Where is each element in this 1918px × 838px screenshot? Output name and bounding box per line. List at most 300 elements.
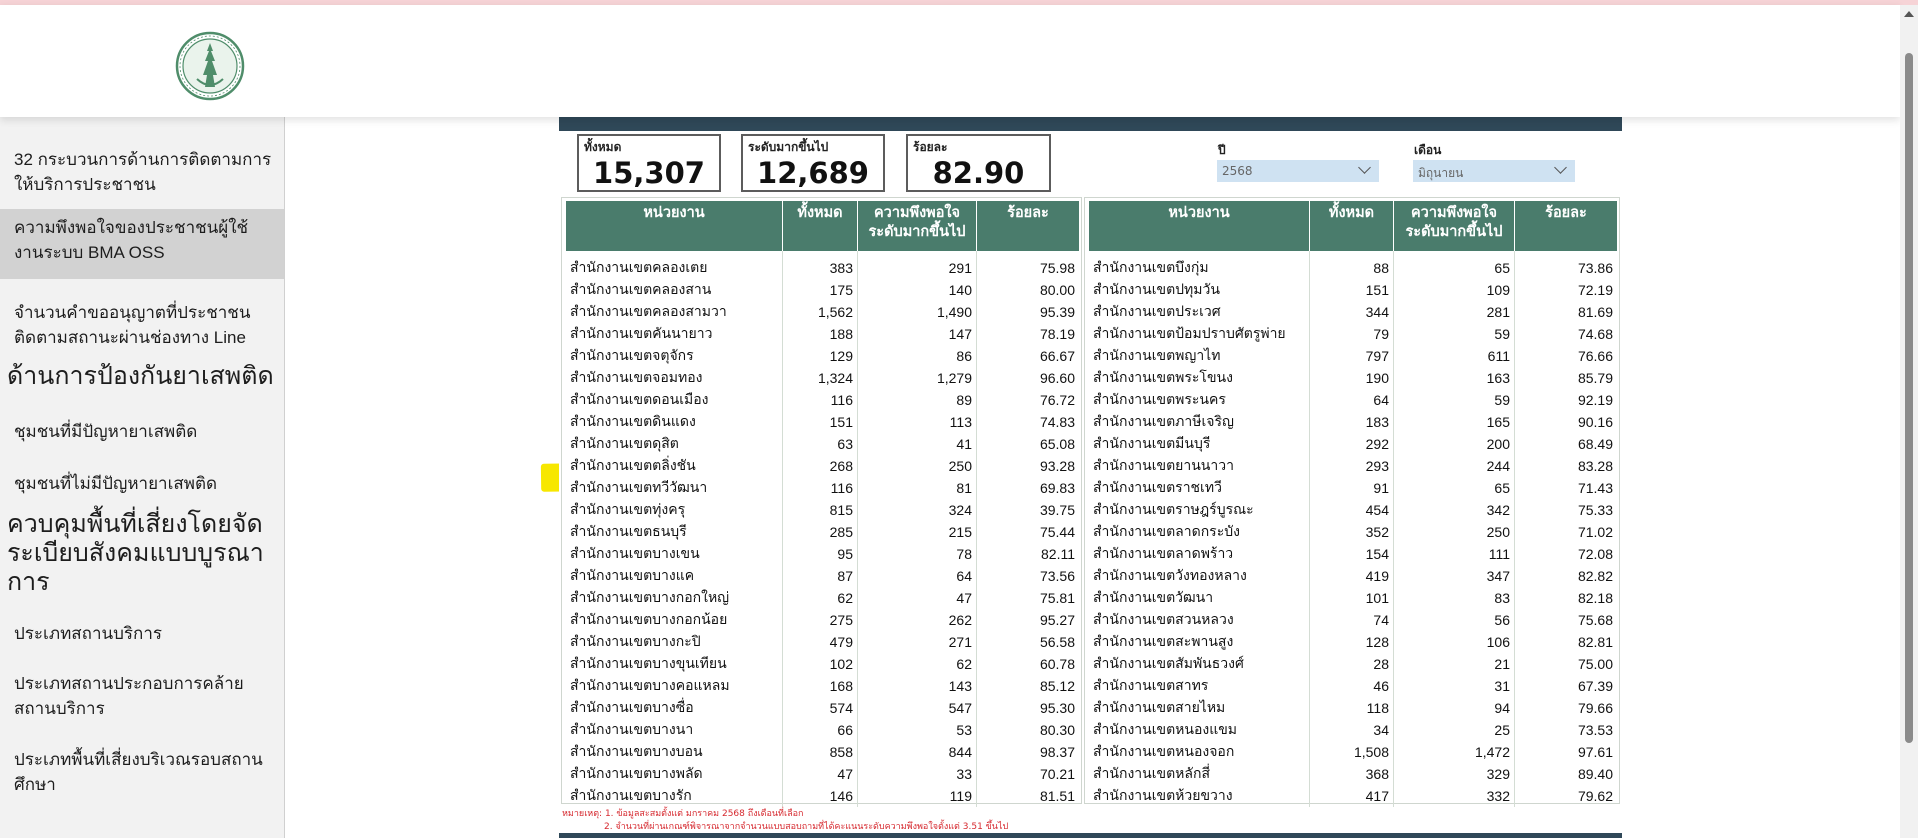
column-header-total[interactable]: ทั้งหมด bbox=[1310, 201, 1394, 251]
card-percent-value: 82.90 bbox=[932, 156, 1025, 190]
cell-satisfied: 65 bbox=[1394, 257, 1515, 279]
cell-percent: 85.79 bbox=[1577, 370, 1613, 386]
table-row[interactable] bbox=[1089, 697, 1617, 719]
cell-total: 479 bbox=[783, 631, 858, 653]
cell-percent: 71.02 bbox=[1577, 524, 1613, 540]
sidebar-item-oss-satisfaction[interactable] bbox=[0, 209, 284, 279]
cell-satisfied: 47 bbox=[858, 587, 977, 609]
cell-percent: 75.68 bbox=[1577, 612, 1613, 628]
sidebar-section-risk-areas: ควบคุมพื้นที่เสี่ยงโดยจัดระเบียบสังคมแบบบูรณาการ bbox=[7, 510, 264, 596]
cell-percent: 81.51 bbox=[1039, 788, 1075, 804]
cell-percent: 74.68 bbox=[1577, 326, 1613, 342]
cell-unit: สำนักงานเขตบางกอกน้อย bbox=[566, 609, 783, 631]
cell-satisfied: 262 bbox=[858, 609, 977, 631]
cell-unit: สำนักงานเขตบางขุนเทียน bbox=[566, 653, 783, 675]
cell-percent: 79.66 bbox=[1577, 700, 1613, 716]
cell-unit: สำนักงานเขตบึงกุ่ม bbox=[1089, 257, 1310, 279]
column-header-unit[interactable]: หน่วยงาน bbox=[566, 201, 783, 251]
cell-satisfied: 329 bbox=[1394, 763, 1515, 785]
report-bottom-bar bbox=[559, 833, 1622, 838]
cell-percent: 76.66 bbox=[1577, 348, 1613, 364]
cell-total: 102 bbox=[783, 653, 858, 675]
cell-unit: สำนักงานเขตหนองแขม bbox=[1089, 719, 1310, 741]
cell-percent: 96.60 bbox=[1039, 370, 1075, 386]
chevron-down-icon bbox=[1554, 161, 1567, 174]
cell-satisfied: 65 bbox=[1394, 477, 1515, 499]
cell-unit: สำนักงานเขตบางซื่อ bbox=[566, 697, 783, 719]
cell-percent: 65.08 bbox=[1039, 436, 1075, 452]
year-dropdown[interactable] bbox=[1217, 160, 1379, 182]
table-row[interactable] bbox=[1089, 675, 1617, 697]
cell-satisfied: 113 bbox=[858, 411, 977, 433]
cell-unit: สำนักงานเขตดินแดง bbox=[566, 411, 783, 433]
sidebar-item-label: 32 กระบวนการด้านการติดตามการให้บริการประชาชน bbox=[14, 150, 272, 194]
sidebar-item-service-venues[interactable] bbox=[0, 621, 284, 646]
cell-percent: 95.27 bbox=[1039, 612, 1075, 628]
cell-unit: สำนักงานเขตราษฎร์บูรณะ bbox=[1089, 499, 1310, 521]
cell-satisfied: 342 bbox=[1394, 499, 1515, 521]
table-row[interactable] bbox=[566, 763, 1079, 785]
column-header-unit[interactable]: หน่วยงาน bbox=[1089, 201, 1310, 251]
card-percent bbox=[906, 134, 1051, 192]
cell-total: 116 bbox=[783, 389, 858, 411]
left-district-table bbox=[566, 201, 1079, 807]
table-row[interactable] bbox=[566, 301, 1079, 323]
cell-satisfied: 291 bbox=[858, 257, 977, 279]
cell-percent: 39.75 bbox=[1039, 502, 1075, 518]
table-row[interactable] bbox=[566, 323, 1079, 345]
sidebar-item-drug-communities[interactable] bbox=[0, 419, 284, 444]
cell-percent: 68.49 bbox=[1577, 436, 1613, 452]
card-high-label: ระดับมากขึ้นไป bbox=[748, 140, 829, 154]
column-header-satisfied[interactable]: ความพึงพอใจระดับมากขึ้นไป bbox=[858, 201, 977, 251]
table-row[interactable] bbox=[1089, 719, 1617, 741]
cell-total: 116 bbox=[783, 477, 858, 499]
cell-unit: สำนักงานเขตบางกะปิ bbox=[566, 631, 783, 653]
table-row[interactable] bbox=[566, 455, 1079, 477]
table-row[interactable] bbox=[1089, 653, 1617, 675]
table-row[interactable] bbox=[1089, 521, 1617, 543]
sidebar-item-label: ประเภทสถานบริการ bbox=[14, 624, 163, 643]
cell-satisfied: 147 bbox=[858, 323, 977, 345]
cell-percent: 69.83 bbox=[1039, 480, 1075, 496]
cell-total: 858 bbox=[783, 741, 858, 763]
cell-total: 190 bbox=[1310, 367, 1394, 389]
cell-unit: สำนักงานเขตบางบอน bbox=[566, 741, 783, 763]
cell-unit: สำนักงานเขตดุสิต bbox=[566, 433, 783, 455]
cell-satisfied: 64 bbox=[858, 565, 977, 587]
sidebar-section-drug-prevention: ด้านการป้องกันยาเสพติด bbox=[7, 362, 274, 390]
cell-percent: 73.53 bbox=[1577, 722, 1613, 738]
cell-total: 91 bbox=[1310, 477, 1394, 499]
cell-total: 47 bbox=[783, 763, 858, 785]
cell-total: 574 bbox=[783, 697, 858, 719]
cell-total: 175 bbox=[783, 279, 858, 301]
cell-total: 128 bbox=[1310, 631, 1394, 653]
column-header-percent[interactable]: ร้อยละ bbox=[977, 201, 1079, 251]
cell-total: 275 bbox=[783, 609, 858, 631]
cell-unit: สำนักงานเขตบางแค bbox=[566, 565, 783, 587]
cell-total: 344 bbox=[1310, 301, 1394, 323]
cell-satisfied: 165 bbox=[1394, 411, 1515, 433]
cell-unit: สำนักงานเขตห้วยขวาง bbox=[1089, 785, 1310, 807]
table-row[interactable] bbox=[1089, 785, 1617, 807]
table-row[interactable] bbox=[566, 719, 1079, 741]
cell-percent: 67.39 bbox=[1577, 678, 1613, 694]
cell-unit: สำนักงานเขตจตุจักร bbox=[566, 345, 783, 367]
cell-total: 129 bbox=[783, 345, 858, 367]
cell-unit: สำนักงานเขตทุ่งครุ bbox=[566, 499, 783, 521]
cell-total: 88 bbox=[1310, 257, 1394, 279]
column-header-satisfied[interactable]: ความพึงพอใจระดับมากขึ้นไป bbox=[1394, 201, 1515, 251]
cell-unit: สำนักงานเขตบางพลัด bbox=[566, 763, 783, 785]
cell-satisfied: 143 bbox=[858, 675, 977, 697]
sidebar bbox=[0, 117, 285, 838]
month-dropdown[interactable] bbox=[1413, 160, 1575, 182]
cell-total: 293 bbox=[1310, 455, 1394, 477]
cell-satisfied: 62 bbox=[858, 653, 977, 675]
table-row[interactable] bbox=[566, 543, 1079, 565]
cell-percent: 83.28 bbox=[1577, 458, 1613, 474]
cell-unit: สำนักงานเขตคลองสาน bbox=[566, 279, 783, 301]
cell-satisfied: 83 bbox=[1394, 587, 1515, 609]
page-scrollbar[interactable] bbox=[1900, 5, 1918, 838]
table-row[interactable] bbox=[1089, 345, 1617, 367]
sidebar-item-line-tracking[interactable] bbox=[0, 300, 284, 350]
year-dropdown-value: 2568 bbox=[1222, 164, 1253, 178]
report-notes bbox=[562, 808, 1008, 834]
table-row[interactable] bbox=[566, 741, 1079, 763]
table-row[interactable] bbox=[566, 697, 1079, 719]
cell-total: 64 bbox=[1310, 389, 1394, 411]
table-row[interactable] bbox=[566, 609, 1079, 631]
cell-satisfied: 244 bbox=[1394, 455, 1515, 477]
table-row[interactable] bbox=[566, 433, 1079, 455]
table-row[interactable] bbox=[1089, 763, 1617, 785]
cell-percent: 93.28 bbox=[1039, 458, 1075, 474]
cell-percent: 98.37 bbox=[1039, 744, 1075, 760]
cell-unit: สำนักงานเขตสายไหม bbox=[1089, 697, 1310, 719]
cell-total: 417 bbox=[1310, 785, 1394, 807]
cell-percent: 82.81 bbox=[1577, 634, 1613, 650]
site-header bbox=[0, 5, 1900, 117]
table-row[interactable] bbox=[1089, 587, 1617, 609]
table-row[interactable] bbox=[566, 389, 1079, 411]
table-row[interactable] bbox=[1089, 433, 1617, 455]
cell-satisfied: 844 bbox=[858, 741, 977, 763]
cell-total: 95 bbox=[783, 543, 858, 565]
sidebar-item-drug-free-communities[interactable] bbox=[0, 471, 284, 496]
card-high-value: 12,689 bbox=[757, 156, 869, 190]
table-row[interactable] bbox=[566, 565, 1079, 587]
cell-unit: สำนักงานเขตทวีวัฒนา bbox=[566, 477, 783, 499]
cell-unit: สำนักงานเขตบางคอแหลม bbox=[566, 675, 783, 697]
cell-total: 292 bbox=[1310, 433, 1394, 455]
table-row[interactable] bbox=[1089, 455, 1617, 477]
cell-unit: สำนักงานเขตยานนาวา bbox=[1089, 455, 1310, 477]
cell-percent: 95.39 bbox=[1039, 304, 1075, 320]
table-row[interactable] bbox=[1089, 477, 1617, 499]
cell-total: 268 bbox=[783, 455, 858, 477]
right-table-frame bbox=[1084, 197, 1620, 804]
cell-unit: สำนักงานเขตธนบุรี bbox=[566, 521, 783, 543]
table-row[interactable] bbox=[1089, 257, 1617, 279]
sidebar-item-school-risk-areas[interactable] bbox=[0, 747, 284, 797]
note-line-2: 2. จำนวนที่ผ่านเกณฑ์พิจารณาจากจำนวนแบบสอบถามที่ได้คะแนนระดับความพึงพอใจตั้งแต่ 3.51 ขึ้นไป bbox=[604, 822, 1009, 832]
cell-total: 1,324 bbox=[783, 367, 858, 389]
cell-percent: 56.58 bbox=[1039, 634, 1075, 650]
cell-unit: สำนักงานเขตพญาไท bbox=[1089, 345, 1310, 367]
cell-total: 74 bbox=[1310, 609, 1394, 631]
table-row[interactable] bbox=[566, 367, 1079, 389]
sidebar-item-label: ความพึงพอใจของประชาชนผู้ใช้งานระบบ BMA OSS bbox=[14, 218, 249, 262]
cell-satisfied: 33 bbox=[858, 763, 977, 785]
table-row[interactable] bbox=[566, 587, 1079, 609]
cell-total: 285 bbox=[783, 521, 858, 543]
table-row[interactable] bbox=[566, 675, 1079, 697]
report-panel bbox=[559, 100, 1622, 838]
cell-unit: สำนักงานเขตลาดพร้าว bbox=[1089, 543, 1310, 565]
cell-satisfied: 86 bbox=[858, 345, 977, 367]
cell-percent: 82.82 bbox=[1577, 568, 1613, 584]
cell-unit: สำนักงานเขตบางรัก bbox=[566, 785, 783, 807]
cell-total: 797 bbox=[1310, 345, 1394, 367]
cell-unit: สำนักงานเขตสะพานสูง bbox=[1089, 631, 1310, 653]
card-total bbox=[577, 134, 721, 192]
cell-satisfied: 163 bbox=[1394, 367, 1515, 389]
table-row[interactable] bbox=[566, 631, 1079, 653]
right-district-table bbox=[1089, 201, 1617, 807]
cell-percent: 85.12 bbox=[1039, 678, 1075, 694]
cell-satisfied: 21 bbox=[1394, 653, 1515, 675]
sidebar-item-label: จำนวนคำขออนุญาตที่ประชาชนติดตามสถานะผ่านช่องทาง Line bbox=[14, 303, 251, 347]
cell-total: 79 bbox=[1310, 323, 1394, 345]
table-row[interactable] bbox=[566, 411, 1079, 433]
cell-percent: 90.16 bbox=[1577, 414, 1613, 430]
cell-percent: 92.19 bbox=[1577, 392, 1613, 408]
cell-satisfied: 140 bbox=[858, 279, 977, 301]
cell-percent: 79.62 bbox=[1577, 788, 1613, 804]
column-header-percent[interactable]: ร้อยละ bbox=[1515, 201, 1617, 251]
cell-satisfied: 250 bbox=[858, 455, 977, 477]
cell-satisfied: 324 bbox=[858, 499, 977, 521]
cell-unit: สำนักงานเขตปทุมวัน bbox=[1089, 279, 1310, 301]
cell-satisfied: 81 bbox=[858, 477, 977, 499]
cell-unit: สำนักงานเขตบางกอกใหญ่ bbox=[566, 587, 783, 609]
table-row[interactable] bbox=[1089, 279, 1617, 301]
cell-percent: 75.33 bbox=[1577, 502, 1613, 518]
table-row[interactable] bbox=[566, 653, 1079, 675]
table-row[interactable] bbox=[1089, 389, 1617, 411]
cell-satisfied: 119 bbox=[858, 785, 977, 807]
cell-satisfied: 1,279 bbox=[858, 367, 977, 389]
month-dropdown-value: มิถุนายน bbox=[1418, 166, 1464, 180]
cell-percent: 72.08 bbox=[1577, 546, 1613, 562]
cell-percent: 70.21 bbox=[1039, 766, 1075, 782]
cell-total: 151 bbox=[783, 411, 858, 433]
cell-satisfied: 200 bbox=[1394, 433, 1515, 455]
cell-satisfied: 109 bbox=[1394, 279, 1515, 301]
cell-satisfied: 59 bbox=[1394, 323, 1515, 345]
table-row[interactable] bbox=[566, 499, 1079, 521]
sidebar-item-label: ชุมชนที่ไม่มีปัญหายาเสพติด bbox=[14, 474, 218, 493]
table-row[interactable] bbox=[1089, 499, 1617, 521]
cell-satisfied: 347 bbox=[1394, 565, 1515, 587]
cell-total: 1,562 bbox=[783, 301, 858, 323]
cell-unit: สำนักงานเขตจอมทอง bbox=[566, 367, 783, 389]
cell-percent: 81.69 bbox=[1577, 304, 1613, 320]
cell-satisfied: 53 bbox=[858, 719, 977, 741]
cell-total: 368 bbox=[1310, 763, 1394, 785]
cell-unit: สำนักงานเขตมีนบุรี bbox=[1089, 433, 1310, 455]
cell-unit: สำนักงานเขตประเวศ bbox=[1089, 301, 1310, 323]
cell-unit: สำนักงานเขตสวนหลวง bbox=[1089, 609, 1310, 631]
cell-total: 154 bbox=[1310, 543, 1394, 565]
cell-satisfied: 281 bbox=[1394, 301, 1515, 323]
cell-satisfied: 56 bbox=[1394, 609, 1515, 631]
cell-percent: 80.30 bbox=[1039, 722, 1075, 738]
cell-unit: สำนักงานเขตบางเขน bbox=[566, 543, 783, 565]
sidebar-item-similar-venues[interactable] bbox=[0, 671, 284, 721]
month-filter-label: เดือน bbox=[1414, 143, 1442, 157]
cell-satisfied: 250 bbox=[1394, 521, 1515, 543]
cell-satisfied: 89 bbox=[858, 389, 977, 411]
chevron-down-icon bbox=[1358, 161, 1371, 174]
cell-total: 815 bbox=[783, 499, 858, 521]
table-header-row bbox=[566, 201, 1079, 251]
cell-unit: สำนักงานเขตคลองเตย bbox=[566, 257, 783, 279]
cell-satisfied: 94 bbox=[1394, 697, 1515, 719]
card-percent-label: ร้อยละ bbox=[913, 140, 948, 154]
cell-total: 146 bbox=[783, 785, 858, 807]
cell-unit: สำนักงานเขตตลิ่งชัน bbox=[566, 455, 783, 477]
table-row[interactable] bbox=[1089, 741, 1617, 763]
cell-unit: สำนักงานเขตราชเทวี bbox=[1089, 477, 1310, 499]
cell-satisfied: 271 bbox=[858, 631, 977, 653]
table-row[interactable] bbox=[1089, 631, 1617, 653]
cell-percent: 72.19 bbox=[1577, 282, 1613, 298]
cell-total: 46 bbox=[1310, 675, 1394, 697]
cell-satisfied: 78 bbox=[858, 543, 977, 565]
sidebar-item-label: ประเภทพื้นที่เสี่ยงบริเวณรอบสถานศึกษา bbox=[14, 750, 263, 794]
column-header-total[interactable]: ทั้งหมด bbox=[783, 201, 858, 251]
table-row[interactable] bbox=[1089, 323, 1617, 345]
cell-total: 1,508 bbox=[1310, 741, 1394, 763]
cell-percent: 82.18 bbox=[1577, 590, 1613, 606]
cell-percent: 95.30 bbox=[1039, 700, 1075, 716]
cell-unit: สำนักงานเขตสัมพันธวงศ์ bbox=[1089, 653, 1310, 675]
cell-unit: สำนักงานเขตหลักสี่ bbox=[1089, 763, 1310, 785]
cell-percent: 74.83 bbox=[1039, 414, 1075, 430]
cell-total: 87 bbox=[783, 565, 858, 587]
year-filter-label: ปี bbox=[1218, 143, 1226, 157]
sidebar-item-label: ประเภทสถานประกอบการคล้ายสถานบริการ bbox=[14, 674, 244, 718]
table-row[interactable] bbox=[1089, 367, 1617, 389]
cell-percent: 73.86 bbox=[1577, 260, 1613, 276]
cell-unit: สำนักงานเขตหนองจอก bbox=[1089, 741, 1310, 763]
note-line-1: หมายเหตุ: 1. ข้อมูลสะสมตั้งแต่ มกราคม 2568 ถึงเดือนที่เลือก bbox=[562, 809, 804, 819]
cell-percent: 75.44 bbox=[1039, 524, 1075, 540]
scroll-up-icon[interactable] bbox=[1904, 11, 1914, 17]
cell-satisfied: 31 bbox=[1394, 675, 1515, 697]
card-total-label: ทั้งหมด bbox=[584, 140, 622, 154]
table-row[interactable] bbox=[566, 279, 1079, 301]
cell-percent: 82.11 bbox=[1041, 546, 1075, 562]
cell-percent: 78.19 bbox=[1039, 326, 1075, 342]
table-row[interactable] bbox=[1089, 411, 1617, 433]
cell-total: 66 bbox=[783, 719, 858, 741]
table-row[interactable] bbox=[566, 785, 1079, 807]
table-row[interactable] bbox=[1089, 543, 1617, 565]
table-row[interactable] bbox=[1089, 301, 1617, 323]
cell-satisfied: 41 bbox=[858, 433, 977, 455]
bangkok-seal-logo[interactable] bbox=[175, 31, 245, 101]
cell-unit: สำนักงานเขตบางนา bbox=[566, 719, 783, 741]
cell-percent: 71.43 bbox=[1577, 480, 1613, 496]
scrollbar-thumb[interactable] bbox=[1905, 53, 1913, 743]
left-table-frame bbox=[561, 197, 1082, 804]
cell-percent: 75.81 bbox=[1039, 590, 1075, 606]
cell-total: 28 bbox=[1310, 653, 1394, 675]
table-row[interactable] bbox=[1089, 609, 1617, 631]
cell-total: 383 bbox=[783, 257, 858, 279]
cell-total: 101 bbox=[1310, 587, 1394, 609]
card-total-value: 15,307 bbox=[593, 156, 705, 190]
cell-satisfied: 111 bbox=[1394, 543, 1515, 565]
cell-percent: 75.00 bbox=[1577, 656, 1613, 672]
cell-total: 151 bbox=[1310, 279, 1394, 301]
cell-total: 168 bbox=[783, 675, 858, 697]
cell-percent: 60.78 bbox=[1039, 656, 1075, 672]
cell-unit: สำนักงานเขตดอนเมือง bbox=[566, 389, 783, 411]
cell-total: 188 bbox=[783, 323, 858, 345]
cell-percent: 66.67 bbox=[1039, 348, 1075, 364]
table-row[interactable] bbox=[1089, 565, 1617, 587]
cell-total: 63 bbox=[783, 433, 858, 455]
cell-satisfied: 1,472 bbox=[1394, 741, 1515, 763]
cell-satisfied: 59 bbox=[1394, 389, 1515, 411]
cell-percent: 73.56 bbox=[1039, 568, 1075, 584]
cell-unit: สำนักงานเขตพระนคร bbox=[1089, 389, 1310, 411]
cell-satisfied: 1,490 bbox=[858, 301, 977, 323]
cell-satisfied: 25 bbox=[1394, 719, 1515, 741]
cell-percent: 97.61 bbox=[1577, 744, 1613, 760]
cell-total: 352 bbox=[1310, 521, 1394, 543]
cell-satisfied: 215 bbox=[858, 521, 977, 543]
cell-total: 62 bbox=[783, 587, 858, 609]
table-row[interactable] bbox=[566, 345, 1079, 367]
cell-unit: สำนักงานเขตคันนายาว bbox=[566, 323, 783, 345]
table-row[interactable] bbox=[566, 477, 1079, 499]
cell-percent: 76.72 bbox=[1039, 392, 1075, 408]
cell-unit: สำนักงานเขตคลองสามวา bbox=[566, 301, 783, 323]
cell-satisfied: 611 bbox=[1394, 345, 1515, 367]
cell-percent: 89.40 bbox=[1577, 766, 1613, 782]
cell-satisfied: 332 bbox=[1394, 785, 1515, 807]
cell-percent: 80.00 bbox=[1039, 282, 1075, 298]
cell-unit: สำนักงานเขตป้อมปราบศัตรูพ่าย bbox=[1089, 323, 1310, 345]
cell-unit: สำนักงานเขตลาดกระบัง bbox=[1089, 521, 1310, 543]
cell-percent: 75.98 bbox=[1039, 260, 1075, 276]
cell-satisfied: 547 bbox=[858, 697, 977, 719]
table-row[interactable] bbox=[566, 521, 1079, 543]
cell-unit: สำนักงานเขตวัฒนา bbox=[1089, 587, 1310, 609]
card-high-satisfaction bbox=[741, 134, 885, 192]
cell-total: 118 bbox=[1310, 697, 1394, 719]
table-row[interactable] bbox=[566, 257, 1079, 279]
cell-unit: สำนักงานเขตวังทองหลาง bbox=[1089, 565, 1310, 587]
sidebar-item-32-processes[interactable] bbox=[0, 147, 284, 197]
